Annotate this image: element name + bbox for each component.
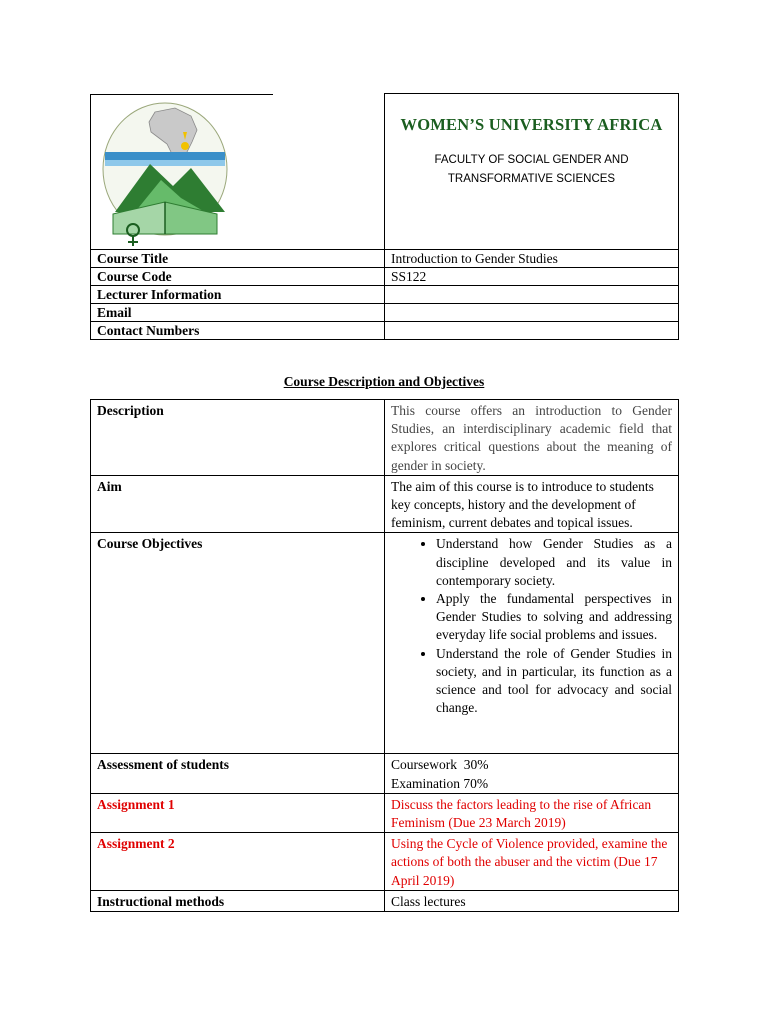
assignment-2-text: Using the Cycle of Violence provided, examine the actions of both the abuser and the victim (Due 17 April 2019) [385,833,679,891]
assessment-label: Assessment of students [91,754,385,793]
university-title-cell [385,94,679,250]
list-item: • Understand how Gender Studies as a discipline developed and its value in contemporary society. [436,535,672,590]
faculty-line-1: FACULTY OF SOCIAL GENDER AND [434,154,629,166]
instructional-methods-label: Instructional methods [91,890,385,911]
course-header-table [90,93,679,340]
list-item: • Understand the role of Gender Studies in society, and in particular, its function as a science and tool for advocacy and social change. [436,645,672,718]
course-objectives-cell [385,533,679,754]
table-row [91,533,679,754]
table-row [91,250,679,268]
email-label: Email [91,304,385,322]
instructional-methods-text: Class lectures [385,890,679,911]
table-row [91,304,679,322]
email-value [385,304,679,322]
table-row [91,475,679,533]
assignment-1-label: Assignment 1 [91,793,385,832]
list-item: • Apply the fundamental perspectives in Gender Studies to solving and addressing everyday life social problems and issues. [436,590,672,645]
course-code-label: Course Code [91,268,385,286]
assessment-coursework: Coursework 30% [391,757,489,773]
course-objectives-label: Course Objectives [91,533,385,754]
assignment-2-label: Assignment 2 [91,833,385,891]
assessment-examination: Examination 70% [391,775,489,791]
assessment-cell [385,754,679,793]
faculty-name [385,151,678,189]
description-label: Description [91,400,385,476]
table-row [91,754,679,793]
course-title-value: Introduction to Gender Studies [385,250,679,268]
lecturer-info-value [385,286,679,304]
table-row [91,400,679,476]
contact-numbers-value [385,322,679,340]
table-row [91,833,679,891]
aim-text: The aim of this course is to introduce to students key concepts, history and the development of feminism, current debates and topical issues. [385,475,679,533]
section-title: Course Description and Objectives [283,374,485,389]
description-text: This course offers an introduction to Gender Studies, an interdisciplinary academic field that explores critical questions about the meaning of gender in society. [385,400,679,476]
aim-label: Aim [91,475,385,533]
lecturer-info-label: Lecturer Information [91,286,385,304]
faculty-line-2: TRANSFORMATIVE SCIENCES [447,173,616,185]
course-code-value: SS122 [385,268,679,286]
table-row [91,268,679,286]
assignment-1-text: Discuss the factors leading to the rise of African Feminism (Due 23 March 2019) [385,793,679,832]
university-crest-logo [95,94,245,249]
objectives-list [391,535,672,717]
logo-cell [91,94,385,250]
table-row [91,286,679,304]
course-title-label: Course Title [91,250,385,268]
table-row [91,890,679,911]
table-row [91,793,679,832]
contact-numbers-label: Contact Numbers [91,322,385,340]
table-row [91,322,679,340]
university-name: WOMEN’S UNIVERSITY AFRICA [400,115,663,134]
course-objectives-table [90,399,679,912]
